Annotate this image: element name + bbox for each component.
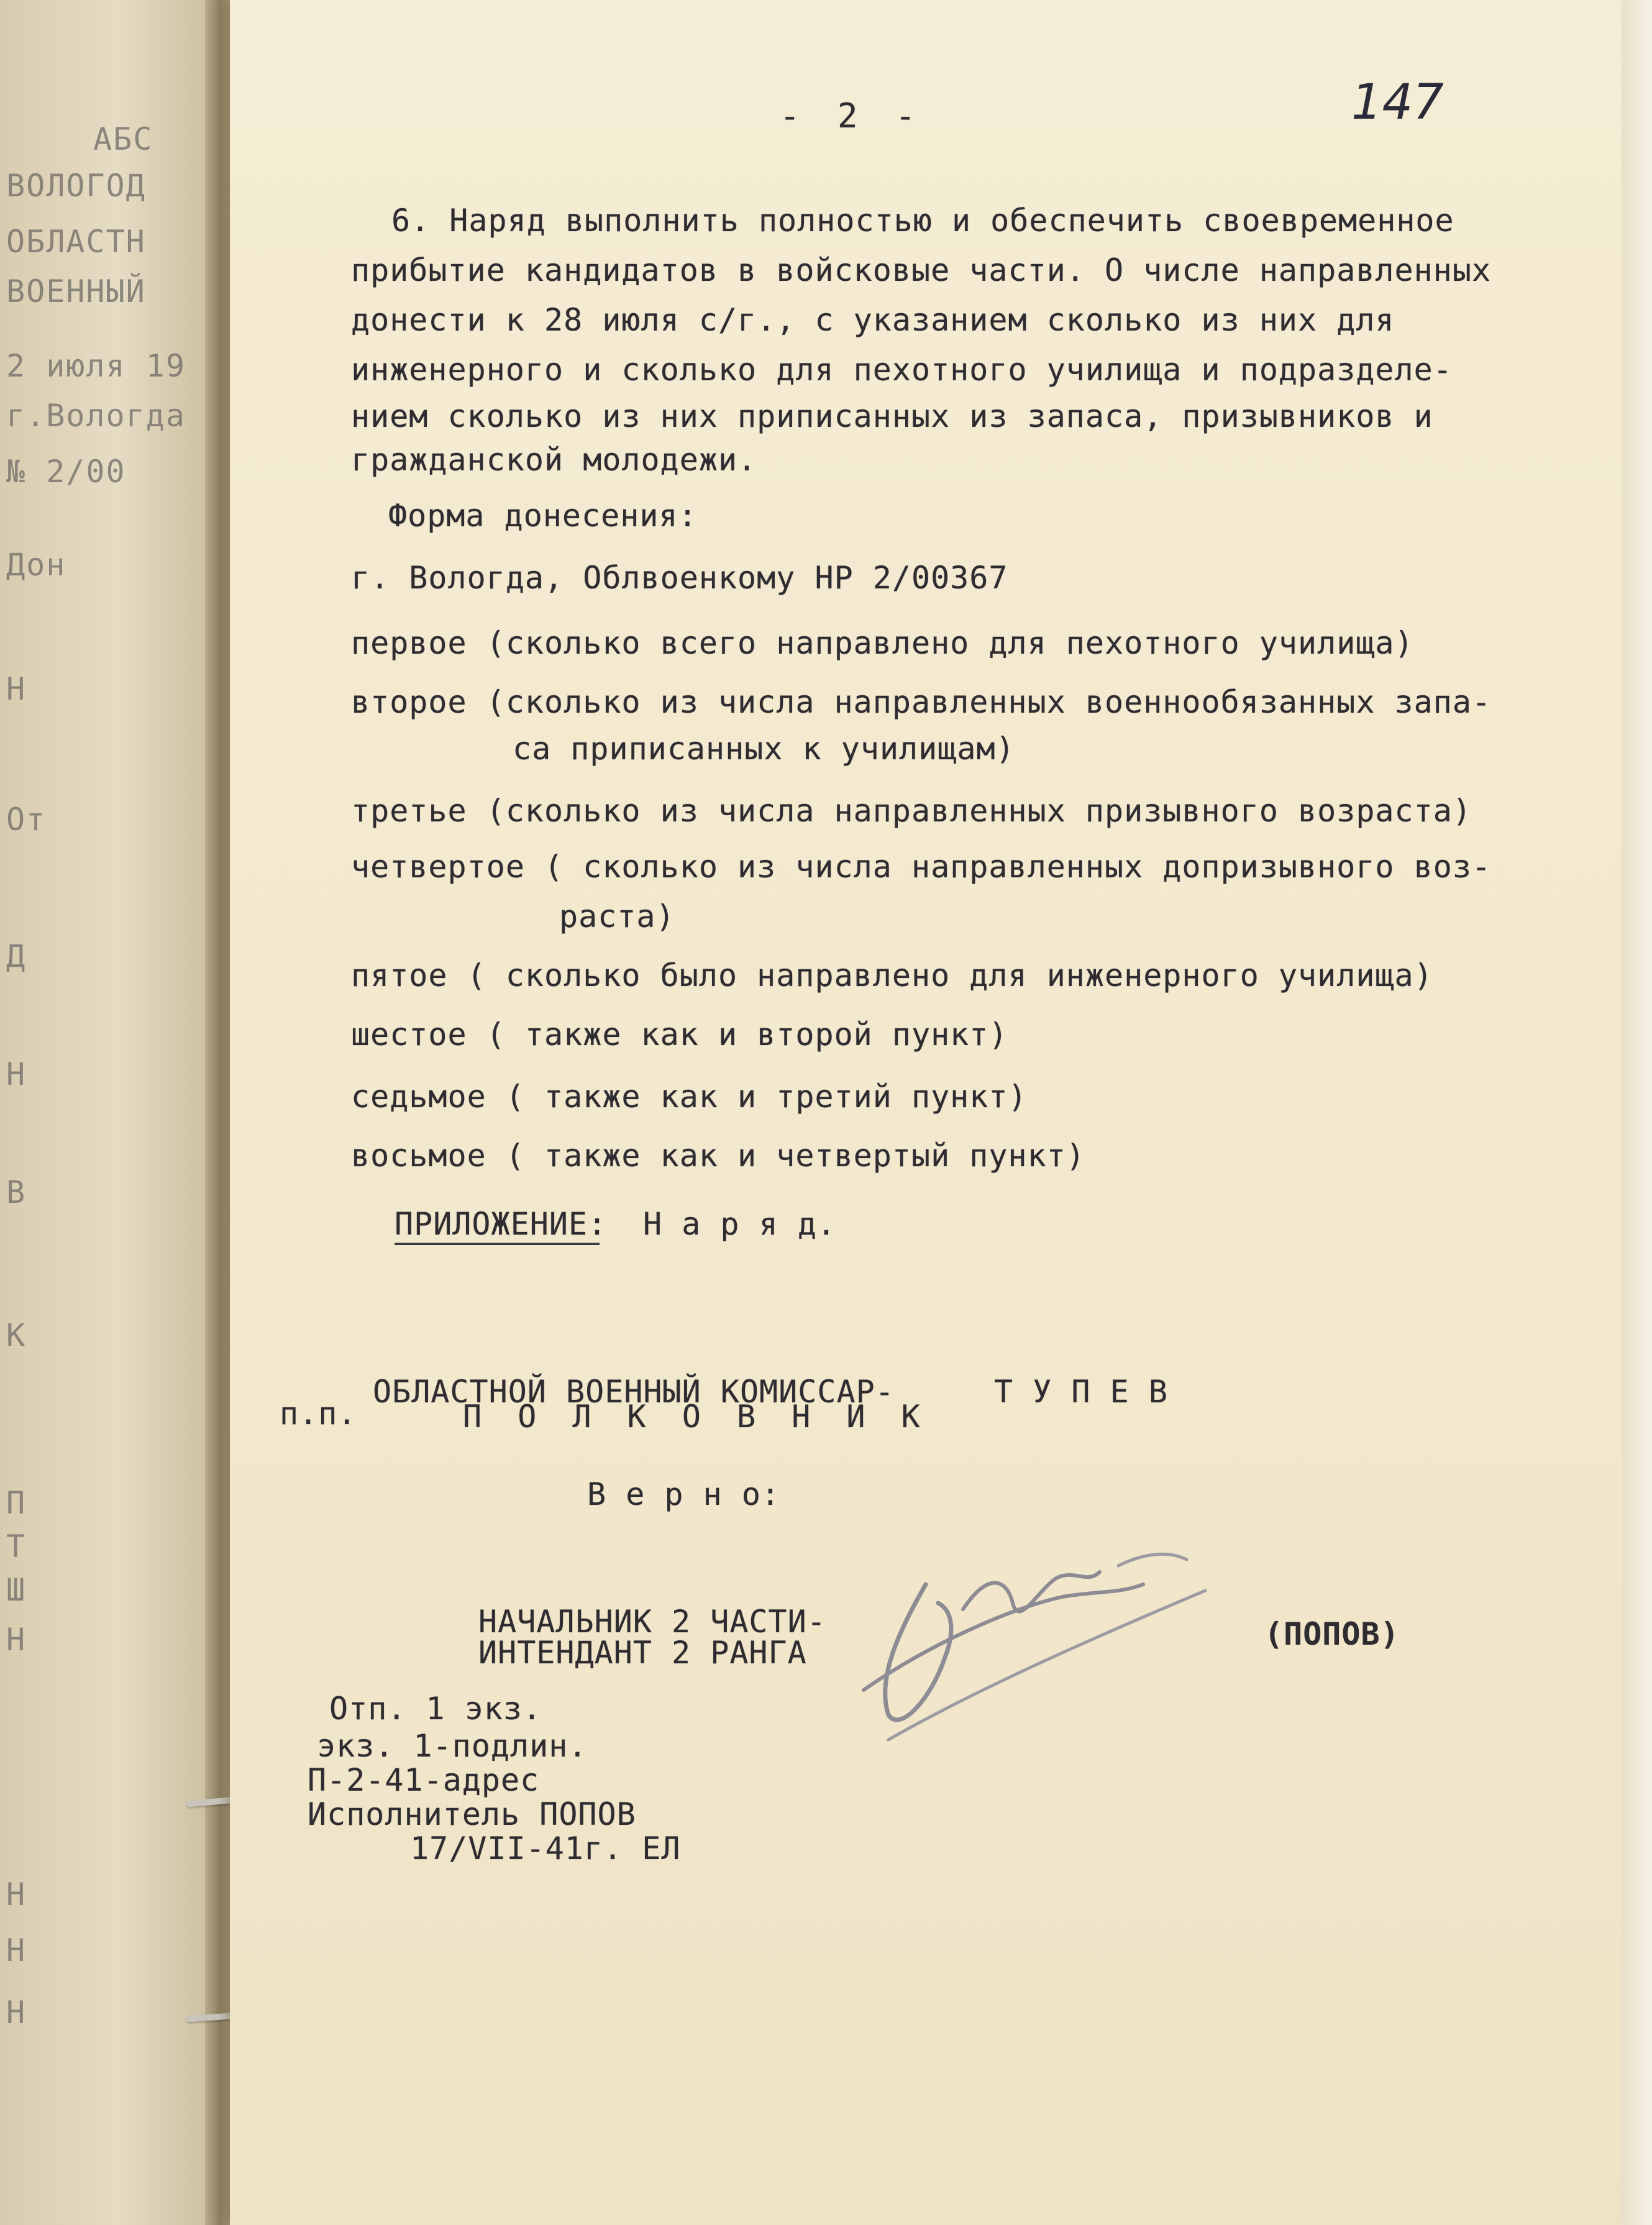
left-page-fragment: ОБЛАСТН (6, 224, 146, 260)
page-number: - 2 - (780, 96, 924, 135)
left-page-fragment: Н (6, 1994, 27, 2031)
report-form-heading: Форма донесения: (388, 498, 698, 534)
report-item: шестое ( также как и второй пункт) (351, 1017, 1008, 1053)
left-page-fragment: ВОЕННЫЙ (6, 273, 146, 309)
footer-line: экз. 1-подлин. (317, 1728, 588, 1764)
left-page-fragment: В (6, 1174, 27, 1210)
chief-title: НАЧАЛЬНИК 2 ЧАСТИ- (478, 1604, 826, 1640)
left-page-fragment: ВОЛОГОД (6, 168, 146, 204)
left-page-fragment: Ш (6, 1572, 27, 1608)
report-item: пятое ( сколько было направлено для инженерного училища) (351, 957, 1433, 994)
left-page-fragment: Дон (6, 547, 66, 583)
left-page-fragment: Н (6, 1932, 27, 1968)
left-page-fragment: г.Вологда (6, 398, 186, 434)
left-page-fragment: АБС (93, 121, 153, 157)
left-page-fragment: Н (6, 1056, 27, 1092)
appendix-value: Н а р я д. (643, 1206, 837, 1242)
appendix-underline (395, 1243, 600, 1245)
body-line: прибытие кандидатов в войсковые части. О числе направленных (351, 252, 1492, 288)
left-page-fragment: Т (6, 1528, 27, 1565)
left-page-fragment: Н (6, 1622, 27, 1658)
archive-number: 147 (1351, 75, 1444, 130)
body-line: нием сколько из них приписанных из запаса, призывников и (351, 398, 1433, 434)
report-item: седьмое ( также как и третий пункт) (351, 1079, 1028, 1115)
body-line: 6. Наряд выполнить полностью и обеспечить своевременное (391, 203, 1454, 239)
report-item: са приписанных к училищам) (513, 731, 1015, 767)
footer-line: Исполнитель ПОПОВ (308, 1796, 636, 1832)
commissar-rank: П О Л К О В Н И К (463, 1399, 929, 1435)
chief-rank: ИНТЕНДАНТ 2 РАНГА (478, 1635, 807, 1671)
appendix-label: ПРИЛОЖЕНИЕ: (395, 1206, 608, 1242)
body-line: донести к 28 июля с/г., с указанием сколько из них для (351, 302, 1395, 338)
body-line: инженерного и сколько для пехотного училища и подразделе- (351, 352, 1453, 388)
commissar-name: Т У П Е В (994, 1374, 1168, 1410)
report-item: восьмое ( также как и четвертый пункт) (351, 1138, 1085, 1174)
certified-label: В е р н о: (587, 1476, 781, 1512)
report-item: второе (сколько из числа направленных военнообязанных запа- (351, 684, 1492, 720)
report-item: раста) (559, 898, 675, 934)
left-page-fragment: № 2/00 (6, 454, 126, 490)
commissar-title: ОБЛАСТНОЙ ВОЕННЫЙ КОМИССАР- (373, 1374, 895, 1410)
handwritten-signature (851, 1535, 1224, 1758)
left-page-fragment: От (6, 802, 47, 838)
left-page-fragment: П (6, 1485, 27, 1521)
left-page-fragment: Д (6, 938, 27, 974)
left-page-fragment: Н (6, 1876, 27, 1912)
left-page-fragment: 2 июля 19 (6, 348, 186, 384)
footer-line: П-2-41-адрес (308, 1762, 540, 1798)
report-item: первое (сколько всего направлено для пехотного училища) (351, 625, 1414, 661)
chief-name: (ПОПОВ) (1264, 1616, 1400, 1652)
left-facing-page (0, 0, 214, 2225)
left-page-fragment: К (6, 1317, 27, 1353)
body-line: гражданской молодежи. (351, 442, 757, 478)
signature-prefix: п.п. (280, 1396, 357, 1432)
address-line: г. Вологда, Облвоенкому НР 2/00367 (351, 560, 1008, 596)
footer-line: 17/VII-41г. ЕЛ (410, 1830, 681, 1866)
footer-line: Отп. 1 экз. (329, 1691, 542, 1727)
left-page-fragment: Н (6, 671, 27, 707)
page-edge (1622, 0, 1652, 2225)
report-item: четвертое ( сколько из числа направленных допризывного воз- (351, 849, 1492, 885)
report-item: третье (сколько из числа направленных призывного возраста) (351, 793, 1472, 829)
